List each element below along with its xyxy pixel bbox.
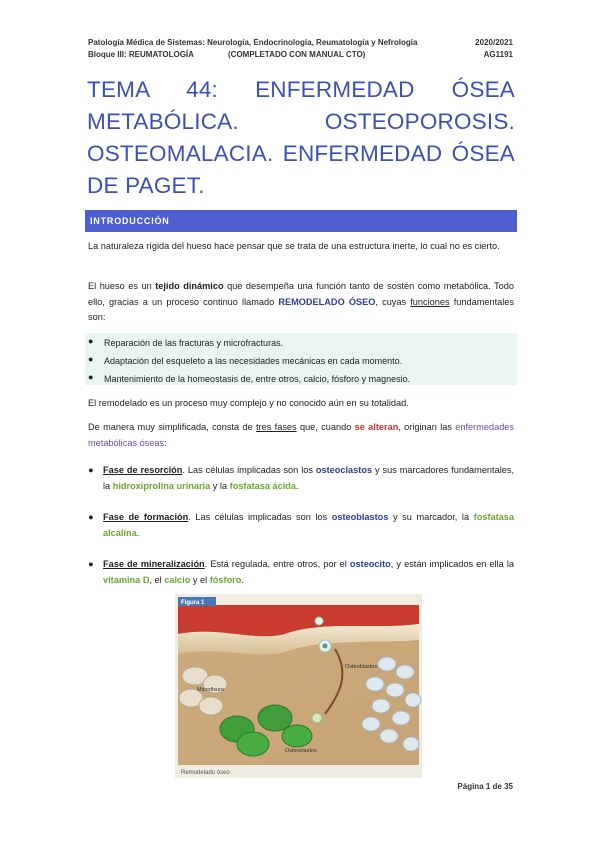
text-run: El hueso es un <box>88 281 156 291</box>
running-header-line-2 <box>88 50 513 59</box>
text-run: que, cuando <box>296 422 355 432</box>
figure-caption: Remodelado óseo <box>181 770 230 776</box>
text-run: y la <box>210 480 230 491</box>
text-run: y el <box>190 574 210 585</box>
text-run: tejido dinámico <box>155 281 224 291</box>
keyword: fosfatasa ácida <box>229 480 297 491</box>
bullet-icon: ● <box>88 512 94 522</box>
bullet-icon: ● <box>88 465 94 475</box>
text-run: . Las células implicadas son los <box>182 465 316 475</box>
list-item: Adaptación del esqueleto a las necesidades mecánicas en cada momento. <box>104 356 403 366</box>
phases-intro-paragraph <box>88 420 514 451</box>
text-run: . Está regulada, entre otros, por el <box>204 559 350 569</box>
text-run: , y están implicados en ella la <box>390 559 514 569</box>
intro-paragraph: La naturaleza rígida del hueso hace pensar que se trata de una estructura inerte, lo cual no es cierto. <box>88 241 500 251</box>
course-title: Patología Médica de Sistemas: Neurología, Endocrinología, Reumatología y Nefrología <box>88 38 418 47</box>
keyword: tres fases <box>256 422 297 432</box>
phase-resorption <box>88 463 514 494</box>
text-run: y su marcador, la <box>388 512 474 522</box>
author-code: AG1191 <box>483 50 513 59</box>
osteocyte-nucleus <box>323 644 328 649</box>
text-run: . <box>241 574 244 585</box>
microfisura-label: Microfisura <box>197 687 224 693</box>
page-number: Página 1 de 35 <box>457 782 513 791</box>
text-run: : <box>164 437 167 448</box>
phase-name: Fase de mineralización <box>103 559 205 569</box>
text-run: , originan las <box>398 422 456 432</box>
text-run: . <box>136 527 140 538</box>
keyword: enfermedades metabólicas óseas <box>88 422 515 448</box>
phase-formation <box>88 510 514 541</box>
bullet-icon: ● <box>88 354 94 364</box>
keyword: hidroxiprolina urinaria <box>112 480 211 491</box>
block-note: (COMPLETADO CON MANUAL CTO) <box>228 50 366 59</box>
page-title: TEMA 44: ENFERMEDAD ÓSEA METABÓLICA. OSTEOPOROSIS. OSTEOMALACIA. ENFERMEDAD ÓSEA DE PAGET. <box>87 77 515 198</box>
keyword: osteocito <box>349 559 391 569</box>
keyword: funciones <box>410 296 450 307</box>
figure-label: Figura 1 <box>181 600 205 606</box>
osteoclastos-label: Osteoclastos <box>285 748 317 754</box>
bullet-icon: ● <box>88 559 94 569</box>
complexity-paragraph: El remodelado es un proceso muy complejo y no conocido aún en su totalidad. <box>88 398 409 408</box>
keyword: REMODELADO ÓSEO <box>278 296 376 307</box>
phase-mineralization <box>88 557 514 588</box>
bone-remodeling-figure <box>175 594 422 778</box>
running-header-line-1 <box>88 38 513 47</box>
keyword: calcio <box>164 574 191 585</box>
text-run: . <box>296 480 299 491</box>
bullet-icon: ● <box>88 336 94 346</box>
keyword: osteoblastos <box>331 512 389 522</box>
osteoblastos-label: Osteoblastos <box>345 664 378 670</box>
text-run: fundamentales son: <box>88 296 514 322</box>
text-run: , el <box>149 574 165 585</box>
keyword: vitamina D <box>103 574 150 585</box>
dynamic-tissue-paragraph <box>88 279 514 326</box>
academic-year: 2020/2021 <box>475 38 513 47</box>
phase-name: Fase de resorción <box>103 465 183 475</box>
text-run: . Las células implicadas son los <box>188 512 332 522</box>
keyword: fosfatasa alcalina <box>103 512 514 538</box>
list-item: Mantenimiento de la homeostasis de, entre otros, calcio, fósforo y magnesio. <box>104 374 411 384</box>
section-heading: INTRODUCCIÓN <box>85 210 517 232</box>
keyword: se alteran <box>354 422 399 432</box>
block-title: Bloque III: REUMATOLOGÍA <box>88 50 194 59</box>
keyword: osteoclastos <box>315 465 373 475</box>
keyword: fósforo <box>209 574 242 585</box>
bullet-icon: ● <box>88 372 94 382</box>
text-run: De manera muy simplificada, consta de <box>88 422 257 432</box>
list-item: Reparación de las fracturas y microfracturas. <box>104 338 284 348</box>
text-run: y sus marcadores fundamentales, la <box>103 465 514 491</box>
text-run: que desempeña una función tanto de sostén como metabólica. Todo ello, gracias a un proceso continuo llamado <box>88 281 514 307</box>
text-run: , cuyas <box>375 296 411 307</box>
circulating-cell <box>315 617 323 625</box>
phase-name: Fase de formación <box>103 512 189 522</box>
